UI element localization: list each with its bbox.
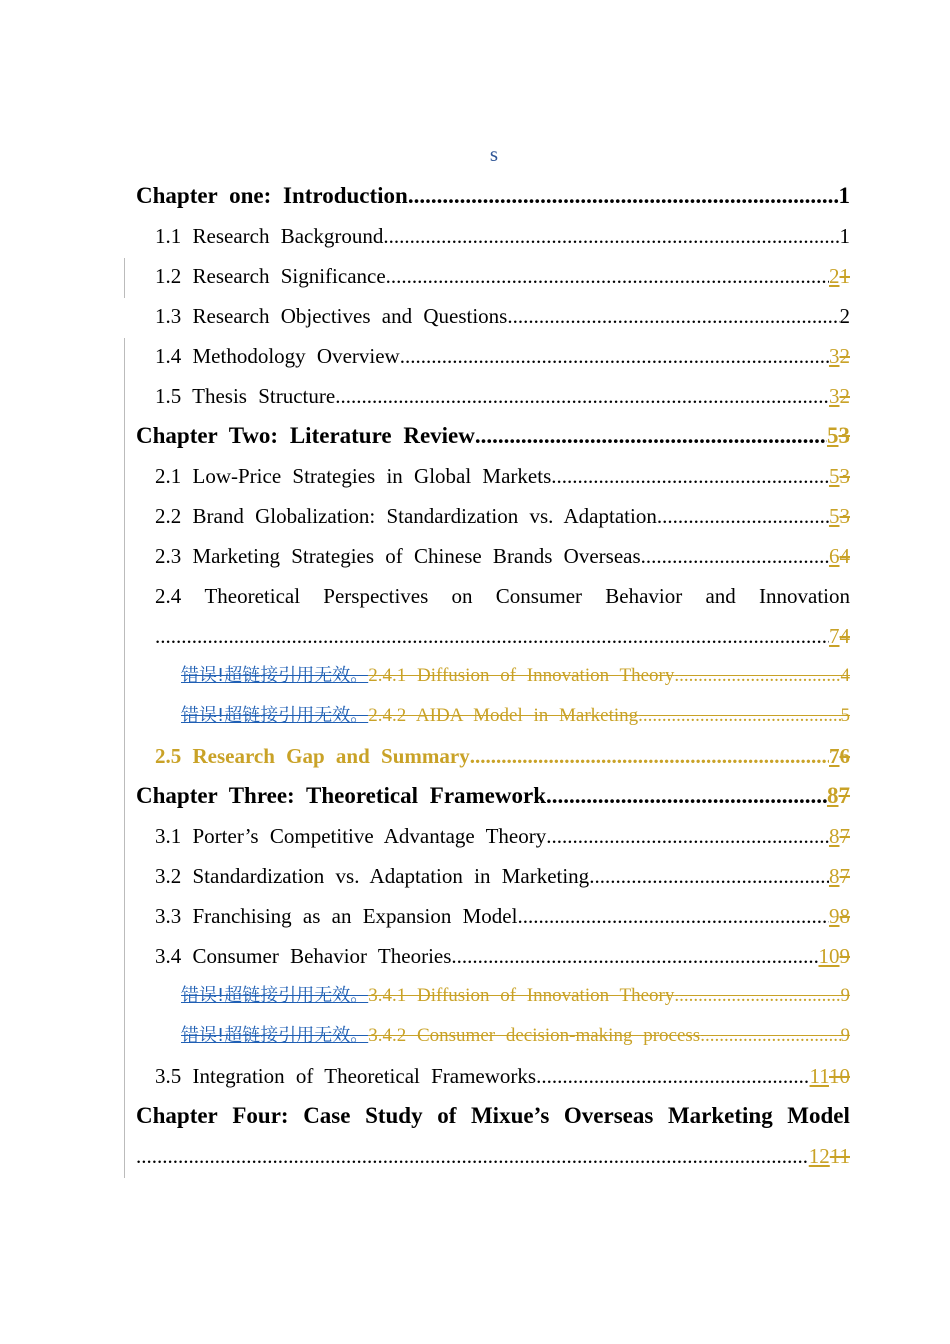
- broken-link-error[interactable]: 错误!超链接引用无效。: [181, 705, 369, 726]
- dot-leader: [674, 658, 840, 694]
- toc-entry-continuation[interactable]: [136, 618, 850, 658]
- dot-leader: [546, 818, 829, 854]
- toc-entry-label: Chapter one: Introduction: [136, 183, 408, 208]
- page-number-deleted: 4: [839, 624, 850, 648]
- page-number[interactable]: [829, 618, 850, 654]
- toc-entry-s11[interactable]: [136, 218, 850, 258]
- toc-entry-label: 2.4.2 AIDA Model in Marketing: [368, 705, 639, 726]
- dot-leader: [383, 218, 839, 254]
- toc-entry-label: 3.4 Consumer Behavior Theories: [155, 944, 452, 968]
- page-number[interactable]: [819, 938, 851, 974]
- page-number-inserted: 8: [829, 824, 840, 848]
- change-bar: [124, 698, 125, 738]
- page-number-inserted: 3: [829, 344, 840, 368]
- page-number-deleted: 9: [839, 944, 850, 968]
- change-bar: [124, 1018, 125, 1058]
- page-number-deleted: 3: [839, 464, 850, 488]
- toc-entry-label: Chapter Four: Case Study of Mixue’s Overseas Marketing Model: [136, 1103, 850, 1128]
- change-bar: [124, 978, 125, 1018]
- page-number[interactable]: [829, 538, 850, 574]
- page-number-deleted: 6: [839, 744, 850, 768]
- dot-leader: [536, 1058, 809, 1094]
- page-number-value: 1: [839, 224, 850, 248]
- page-number[interactable]: [839, 178, 851, 214]
- page-number-inserted: 5: [829, 464, 840, 488]
- page-number[interactable]: [829, 898, 850, 934]
- change-bar: [124, 338, 125, 378]
- change-bar: [124, 618, 125, 658]
- page-number[interactable]: [841, 1018, 851, 1054]
- toc-entry-label: 3.3 Franchising as an Expansion Model: [155, 904, 518, 928]
- change-bar: [124, 378, 125, 418]
- dot-leader: [400, 338, 829, 374]
- dot-leader: [641, 538, 829, 574]
- broken-link-error[interactable]: 错误!超链接引用无效。: [181, 665, 369, 686]
- page-number[interactable]: [840, 298, 851, 334]
- toc-entry-s242[interactable]: [136, 698, 850, 738]
- page-number[interactable]: [841, 698, 851, 734]
- toc-entry-label: 3.4.1 Diffusion of Innovation Theory: [368, 985, 675, 1006]
- page-number-deleted: 10: [829, 1064, 850, 1088]
- toc-entry-s15[interactable]: [136, 378, 850, 418]
- page-number[interactable]: [829, 858, 850, 894]
- change-bar: [124, 498, 125, 538]
- table-of-contents: [136, 178, 850, 1178]
- change-bar: [124, 658, 125, 698]
- page-number[interactable]: [829, 458, 850, 494]
- toc-entry-s14[interactable]: [136, 338, 850, 378]
- toc-entry-s342[interactable]: [136, 1018, 850, 1058]
- dot-leader: [546, 778, 827, 814]
- change-bar: [124, 458, 125, 498]
- toc-entry-s23[interactable]: [136, 538, 850, 578]
- toc-entry-s24[interactable]: [136, 578, 850, 618]
- page-number[interactable]: [829, 258, 850, 294]
- toc-entry-s31[interactable]: [136, 818, 850, 858]
- toc-entry-label: 1.3 Research Objectives and Questions: [155, 304, 508, 328]
- toc-entry-ch1[interactable]: [136, 178, 850, 218]
- toc-entry-s34[interactable]: [136, 938, 850, 978]
- change-bar: [124, 538, 125, 578]
- change-bar: [124, 818, 125, 858]
- page-number-inserted: 10: [818, 944, 840, 968]
- change-bar: [124, 1058, 125, 1098]
- page-number[interactable]: [841, 978, 851, 1014]
- dot-leader: [155, 618, 829, 654]
- toc-entry-s13[interactable]: [136, 298, 850, 338]
- toc-entry-label: Chapter Three: Theoretical Framework: [136, 783, 546, 808]
- toc-entry-ch4[interactable]: [136, 1098, 850, 1138]
- toc-entry-continuation[interactable]: [136, 1138, 850, 1178]
- toc-entry-label: 2.5 Research Gap and Summary: [155, 744, 470, 768]
- header-mark: s: [489, 142, 499, 166]
- page-number-deleted: 2: [839, 384, 850, 408]
- change-bar: [124, 1098, 125, 1138]
- page-number-inserted: 7: [829, 624, 840, 648]
- dot-leader: [136, 1138, 809, 1174]
- dot-leader: [589, 858, 829, 894]
- page-number[interactable]: [829, 338, 850, 374]
- page-number-inserted: 2: [829, 264, 840, 288]
- change-bar: [124, 778, 125, 818]
- page-number-deleted: 2: [839, 344, 850, 368]
- page-number[interactable]: [829, 378, 850, 414]
- toc-entry-label: 3.4.2 Consumer decision-making process: [368, 1025, 701, 1046]
- page-number[interactable]: [809, 1138, 850, 1174]
- page-number-deleted: 5: [840, 705, 850, 726]
- dot-leader: [386, 258, 829, 294]
- page-number-deleted: 1: [839, 264, 850, 288]
- toc-entry-s241[interactable]: [136, 658, 850, 698]
- page-number-deleted: 7: [839, 864, 850, 888]
- toc-entry-label: 2.1 Low-Price Strategies in Global Markets: [155, 464, 552, 488]
- change-bar: [124, 418, 125, 458]
- dot-leader: [657, 498, 829, 534]
- page-number-inserted: 8: [829, 864, 840, 888]
- toc-entry-label: 1.5 Thesis Structure: [155, 384, 336, 408]
- page-number-inserted: 8: [827, 783, 839, 808]
- toc-entry-label: 3.5 Integration of Theoretical Frameworks: [155, 1064, 537, 1088]
- page-number[interactable]: [827, 418, 850, 454]
- change-bar: [124, 898, 125, 938]
- toc-entry-label: 2.4.1 Diffusion of Innovation Theory: [368, 665, 675, 686]
- page-number-inserted: 5: [827, 423, 839, 448]
- page-number-deleted: 9: [840, 1025, 850, 1046]
- page-number-value: 2: [839, 304, 850, 328]
- broken-link-error[interactable]: 错误!超链接引用无效。: [181, 1025, 369, 1046]
- page-number-deleted: 8: [839, 904, 850, 928]
- toc-entry-label: 1.2 Research Significance: [155, 264, 386, 288]
- page-number-inserted: 12: [808, 1144, 830, 1168]
- toc-entry-s33[interactable]: [136, 898, 850, 938]
- toc-entry-s341[interactable]: [136, 978, 850, 1018]
- toc-entry-label: 3.1 Porter’s Competitive Advantage Theory: [155, 824, 547, 848]
- page-number-deleted: 11: [829, 1144, 850, 1168]
- toc-entry-label: 1.1 Research Background: [155, 224, 384, 248]
- dot-leader: [700, 1018, 840, 1054]
- toc-entry-s35[interactable]: [136, 1058, 850, 1098]
- dot-leader: [451, 938, 818, 974]
- page-number-deleted: 3: [839, 504, 850, 528]
- page-number-inserted: 11: [809, 1064, 829, 1088]
- page-number[interactable]: [810, 1058, 850, 1094]
- change-bar: [124, 258, 125, 298]
- page-number[interactable]: [827, 778, 850, 814]
- change-bar: [124, 578, 125, 618]
- page-number-inserted: 5: [829, 504, 840, 528]
- dot-leader: [408, 178, 839, 214]
- toc-entry-s12[interactable]: [136, 258, 850, 298]
- page-number-inserted: 6: [829, 544, 840, 568]
- toc-entry-label: 2.2 Brand Globalization: Standardization vs. Adaptation: [155, 504, 657, 528]
- dot-leader: [638, 698, 840, 734]
- dot-leader: [674, 978, 840, 1014]
- page-number-deleted: 4: [840, 665, 850, 686]
- toc-entry-label: 2.4 Theoretical Perspectives on Consumer Behavior and Innovation: [155, 584, 850, 608]
- page-number-deleted: 3: [838, 423, 850, 448]
- page-number-value: 1: [838, 183, 850, 208]
- page-number-deleted: 9: [840, 985, 850, 1006]
- page-number-inserted: 3: [829, 384, 840, 408]
- change-bar: [124, 858, 125, 898]
- toc-entry-s25[interactable]: [136, 738, 850, 778]
- change-bar: [124, 1138, 125, 1178]
- toc-entry-ch2[interactable]: [136, 418, 850, 458]
- page-number[interactable]: [829, 738, 850, 774]
- dot-leader: [475, 418, 827, 454]
- page-number[interactable]: [829, 818, 850, 854]
- toc-entry-label: 3.2 Standardization vs. Adaptation in Marketing: [155, 864, 590, 888]
- toc-entry-label: Chapter Two: Literature Review: [136, 423, 475, 448]
- dot-leader: [507, 298, 839, 334]
- page-number[interactable]: [840, 218, 851, 254]
- change-bar: [124, 938, 125, 978]
- toc-entry-s21[interactable]: [136, 458, 850, 498]
- page-number-inserted: 7: [829, 744, 840, 768]
- page-number-deleted: 4: [839, 544, 850, 568]
- toc-entry-ch3[interactable]: [136, 778, 850, 818]
- broken-link-error[interactable]: 错误!超链接引用无效。: [181, 985, 369, 1006]
- change-bar: [124, 738, 125, 778]
- page-number-inserted: 9: [829, 904, 840, 928]
- dot-leader: [335, 378, 829, 414]
- dot-leader: [470, 738, 829, 774]
- page-number[interactable]: [829, 498, 850, 534]
- toc-entry-s32[interactable]: [136, 858, 850, 898]
- page-number-deleted: 7: [839, 824, 850, 848]
- page-number[interactable]: [841, 658, 851, 694]
- page-number-deleted: 7: [838, 783, 850, 808]
- toc-entry-label: 1.4 Methodology Overview: [155, 344, 400, 368]
- toc-entry-label: 2.3 Marketing Strategies of Chinese Brands Overseas: [155, 544, 641, 568]
- dot-leader: [551, 458, 829, 494]
- dot-leader: [517, 898, 829, 934]
- toc-entry-s22[interactable]: [136, 498, 850, 538]
